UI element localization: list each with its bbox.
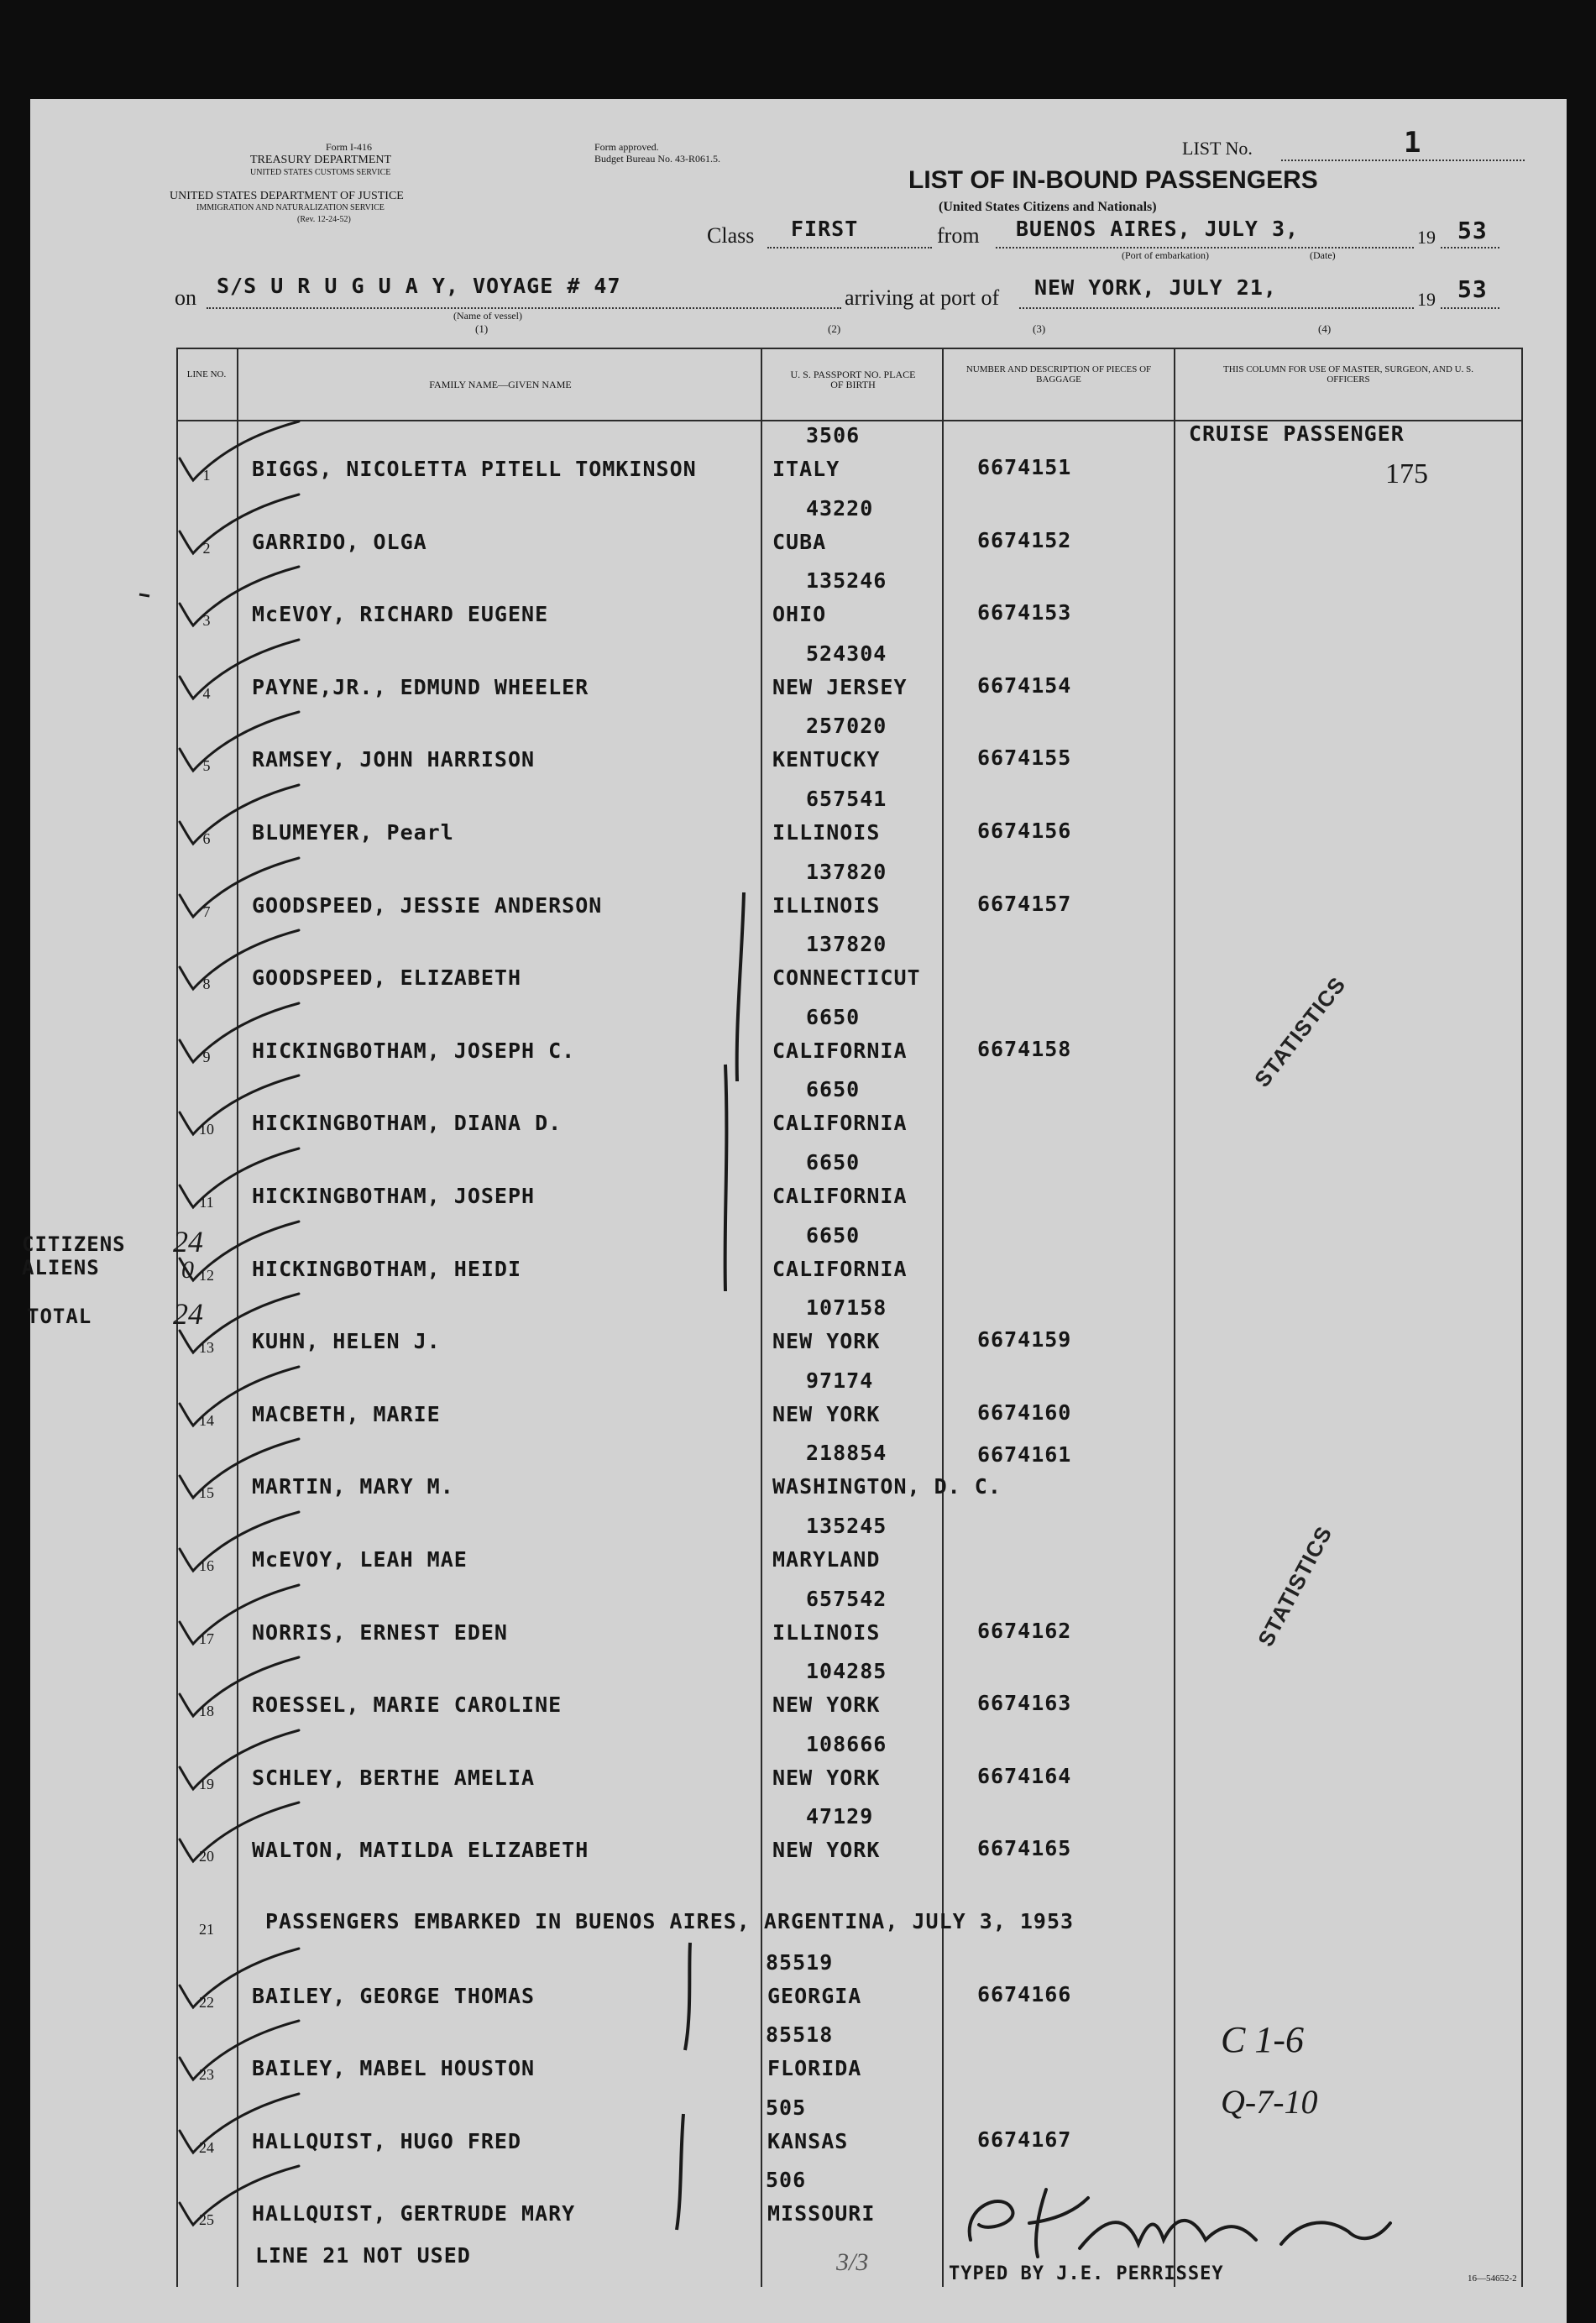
baggage-number: 6674166: [977, 1981, 1072, 2006]
line-number: 15: [199, 1484, 214, 1502]
baggage-number: 6674159: [977, 1327, 1072, 1352]
place-of-birth: NEW JERSEY: [772, 674, 908, 699]
line-number: 21: [199, 1921, 214, 1938]
passport-number: 97174: [806, 1368, 874, 1393]
passport-header: U. S. PASSPORT NO. PLACE OF BIRTH: [790, 369, 916, 390]
form-approved: Form approved.: [594, 141, 659, 153]
list-number: 1: [1404, 126, 1422, 160]
place-of-birth: NEW YORK: [772, 1765, 881, 1790]
passport-number: 108666: [806, 1731, 887, 1756]
baggage-header: NUMBER AND DESCRIPTION OF PIECES OF BAGGAGE: [965, 364, 1152, 385]
baggage-number: 6674152: [977, 527, 1072, 552]
line-number: 4: [202, 684, 211, 702]
list-number-label: LIST No.: [1182, 138, 1253, 159]
baggage-number: 6674164: [977, 1763, 1072, 1788]
form-title: LIST OF IN-BOUND PASSENGERS: [908, 166, 1318, 194]
baggage-number: 6674158: [977, 1036, 1072, 1061]
column-2-caption: (2): [828, 322, 841, 335]
place-of-birth: CALIFORNIA: [772, 1184, 908, 1208]
passenger-name: HICKINGBOTHAM, JOSEPH C.: [252, 1038, 576, 1063]
embarkation-port: BUENOS AIRES, JULY 3,: [1016, 217, 1300, 241]
passenger-name: BAILEY, MABEL HOUSTON: [252, 2056, 536, 2081]
line-number: 19: [199, 1775, 214, 1792]
passport-number: 6650: [806, 1150, 861, 1175]
officers-header: THIS COLUMN FOR USE OF MASTER, SURGEON, AND U. S. OFFICERS: [1223, 364, 1473, 385]
place-of-birth: CONNECTICUT: [772, 965, 921, 991]
passenger-name: BAILEY, GEORGE THOMAS: [252, 1983, 536, 2008]
typed-by: TYPED BY J.E. PERRISSEY: [949, 2263, 1224, 2284]
line-number: 6: [202, 830, 211, 847]
passport-number: 6650: [806, 1077, 861, 1102]
line-number: 16: [199, 1557, 214, 1574]
passport-number: 47129: [806, 1804, 874, 1829]
place-of-birth: ILLINOIS: [772, 1619, 881, 1645]
passenger-name: GARRIDO, OLGA: [252, 529, 427, 554]
passport-number: 505: [766, 2095, 807, 2120]
class-label: Class: [707, 223, 755, 248]
passenger-name: HICKINGBOTHAM, DIANA D.: [252, 1111, 563, 1136]
line-number: 22: [199, 1993, 214, 2011]
passport-number: 6650: [806, 1004, 861, 1029]
vessel-name: S/S U R U G U A Y, VOYAGE # 47: [217, 274, 621, 298]
column-3-caption: (3): [1033, 322, 1046, 335]
place-of-birth: MARYLAND: [772, 1547, 881, 1572]
passport-number: 137820: [806, 932, 887, 957]
passenger-name: WALTON, MATILDA ELIZABETH: [252, 1838, 589, 1863]
line-number: 14: [199, 1411, 214, 1429]
cruise-passenger-note: CRUISE PASSENGER: [1189, 421, 1405, 446]
line-number: 7: [202, 903, 211, 920]
passenger-name: BLUMEYER, Pearl: [252, 820, 454, 845]
from-label: from: [937, 223, 980, 248]
treasury-department: TREASURY DEPARTMENT: [250, 154, 392, 166]
place-of-birth: CALIFORNIA: [772, 1111, 908, 1136]
line-number: 1: [202, 467, 211, 484]
year-prefix: 19: [1417, 227, 1436, 248]
customs-service: UNITED STATES CUSTOMS SERVICE: [250, 168, 391, 177]
passenger-name: HALLQUIST, HUGO FRED: [252, 2128, 522, 2153]
passenger-name: GOODSPEED, ELIZABETH: [252, 965, 522, 991]
baggage-number: 6674160: [977, 1400, 1072, 1425]
baggage-number: 6674162: [977, 1618, 1072, 1643]
class-value: FIRST: [791, 217, 859, 241]
passenger-name: BIGGS, NICOLETTA PITELL TOMKINSON: [252, 457, 697, 481]
passport-number: 218854: [806, 1441, 887, 1466]
place-of-birth: KANSAS: [767, 2128, 849, 2153]
handwritten-note-q: Q-7-10: [1221, 2083, 1318, 2121]
place-of-birth: GEORGIA: [767, 1983, 862, 2008]
baggage-number: 6674167: [977, 2127, 1072, 2152]
passenger-name: HICKINGBOTHAM, HEIDI: [252, 1256, 522, 1281]
immigration-service: IMMIGRATION AND NATURALIZATION SERVICE: [196, 203, 385, 212]
baggage-number: 6674154: [977, 672, 1072, 698]
baggage-number: 6674153: [977, 600, 1072, 625]
baggage-number: 6674163: [977, 1691, 1072, 1716]
place-of-birth: ILLINOIS: [772, 820, 881, 845]
place-of-birth: ITALY: [772, 457, 840, 481]
line-number: 9: [202, 1048, 211, 1065]
total-label: TOTAL: [27, 1305, 92, 1328]
passport-number: 524304: [806, 641, 887, 666]
arriving-label: arriving at port of: [845, 285, 1000, 310]
passenger-name: ROESSEL, MARIE CAROLINE: [252, 1693, 563, 1718]
line-number: 11: [199, 1194, 214, 1211]
column-4-caption: (4): [1318, 322, 1332, 335]
name-header: FAMILY NAME—GIVEN NAME: [429, 379, 572, 390]
line-number: 23: [199, 2066, 214, 2084]
page-mark: 3/3: [836, 2248, 869, 2276]
passenger-name: HALLQUIST, GERTRUDE MARY: [252, 2201, 576, 2226]
place-of-birth: FLORIDA: [767, 2056, 862, 2081]
baggage-number: 6674151: [977, 455, 1072, 479]
passport-number: 107158: [806, 1295, 887, 1321]
section-heading: PASSENGERS EMBARKED IN BUENOS AIRES, ARGENTINA, JULY 3, 1953: [265, 1909, 1075, 1933]
aliens-count: 0: [181, 1256, 194, 1284]
place-of-birth: CALIFORNIA: [772, 1256, 908, 1281]
line-no-header: LINE NO.: [186, 369, 227, 379]
line-number: 17: [199, 1630, 214, 1647]
baggage-number: 6674156: [977, 819, 1072, 843]
place-of-birth: NEW YORK: [772, 1329, 881, 1354]
passport-number: 135246: [806, 568, 887, 594]
passport-number: 135245: [806, 1514, 887, 1538]
justice-department: UNITED STATES DEPARTMENT OF JUSTICE: [170, 190, 404, 202]
line-number: 20: [199, 1848, 214, 1865]
place-of-birth: CUBA: [772, 529, 827, 554]
baggage-number: 6674157: [977, 891, 1072, 916]
passenger-name: SCHLEY, BERTHE AMELIA: [252, 1765, 536, 1790]
form-subtitle: (United States Citizens and Nationals): [939, 200, 1157, 214]
baggage-number: 6674161: [977, 1442, 1072, 1468]
line-number: 3: [202, 612, 211, 630]
line-number: 25: [199, 2211, 214, 2229]
revision-date: (Rev. 12-24-52): [297, 215, 351, 224]
line-number: 2: [202, 539, 211, 557]
bracket-lines: [30, 99, 1567, 2323]
arrival-port: NEW YORK, JULY 21,: [1034, 275, 1277, 300]
passenger-name: KUHN, HELEN J.: [252, 1329, 441, 1354]
passport-number: 257020: [806, 714, 887, 739]
passenger-name: RAMSEY, JOHN HARRISON: [252, 747, 536, 772]
handwritten-note-c: C 1-6: [1221, 2019, 1304, 2060]
passenger-name: MARTIN, MARY M.: [252, 1474, 454, 1499]
passport-number: 43220: [806, 495, 874, 521]
cruise-passenger-number: 175: [1385, 458, 1428, 489]
line21-note: LINE 21 NOT USED: [255, 2243, 471, 2268]
total-count: 24: [173, 1297, 203, 1331]
date-caption: (Date): [1310, 249, 1336, 261]
passport-number: 3506: [806, 423, 861, 447]
place-of-birth: NEW YORK: [772, 1693, 881, 1718]
line-number: 8: [202, 976, 211, 993]
passenger-name: MACBETH, MARIE: [252, 1401, 441, 1426]
place-of-birth: CALIFORNIA: [772, 1038, 908, 1063]
passenger-name: McEVOY, LEAH MAE: [252, 1547, 468, 1572]
passenger-name: HICKINGBOTHAM, JOSEPH: [252, 1184, 536, 1208]
line-number: 24: [199, 2138, 214, 2156]
passport-number: 104285: [806, 1659, 887, 1684]
passport-number: 657541: [806, 787, 887, 811]
passenger-name: PAYNE,JR., EDMUND WHEELER: [252, 674, 589, 699]
line-number: 5: [202, 757, 211, 775]
vessel-caption: (Name of vessel): [453, 310, 522, 322]
line-number: 12: [199, 1266, 214, 1284]
year-prefix-2: 19: [1417, 289, 1436, 310]
place-of-birth: OHIO: [772, 602, 827, 627]
statistics-stamp: STATISTICS: [1249, 971, 1351, 1092]
passport-number: 85518: [766, 2022, 834, 2048]
line-number: 13: [199, 1339, 214, 1357]
column-1-caption: (1): [475, 322, 489, 335]
passport-number: 137820: [806, 859, 887, 884]
line-number: 18: [199, 1703, 214, 1720]
place-of-birth: ILLINOIS: [772, 892, 881, 918]
budget-bureau: Budget Bureau No. 43-R061.5.: [594, 153, 720, 165]
place-of-birth: NEW YORK: [772, 1401, 881, 1426]
passport-number: 657542: [806, 1586, 887, 1611]
form-code: 16—54652-2: [1468, 2273, 1517, 2284]
embarkation-caption: (Port of embarkation): [1122, 249, 1209, 261]
form-number: Form I-416: [326, 141, 372, 153]
place-of-birth: WASHINGTON, D. C.: [772, 1474, 1002, 1499]
passenger-name: NORRIS, ERNEST EDEN: [252, 1619, 508, 1645]
baggage-number: 6674165: [977, 1836, 1072, 1861]
passport-number: 6650: [806, 1222, 861, 1248]
statistics-stamp: STATISTICS: [1253, 1521, 1337, 1651]
passenger-name: McEVOY, RICHARD EUGENE: [252, 602, 549, 627]
citizens-label: CITIZENS: [22, 1232, 126, 1256]
on-label: on: [175, 285, 196, 310]
place-of-birth: MISSOURI: [767, 2201, 876, 2226]
line-number: 10: [199, 1121, 214, 1138]
place-of-birth: KENTUCKY: [772, 747, 881, 772]
arrival-year: 53: [1457, 275, 1488, 303]
baggage-number: 6674155: [977, 746, 1072, 771]
passenger-name: GOODSPEED, JESSIE ANDERSON: [252, 892, 603, 918]
embarkation-year: 53: [1457, 217, 1488, 244]
passport-number: 506: [766, 2168, 807, 2193]
manifest-sheet: [22, 99, 1567, 2323]
place-of-birth: NEW YORK: [772, 1838, 881, 1863]
citizens-count: 24: [173, 1225, 203, 1258]
aliens-label: ALIENS: [22, 1256, 100, 1279]
passport-number: 85519: [766, 1949, 834, 1975]
